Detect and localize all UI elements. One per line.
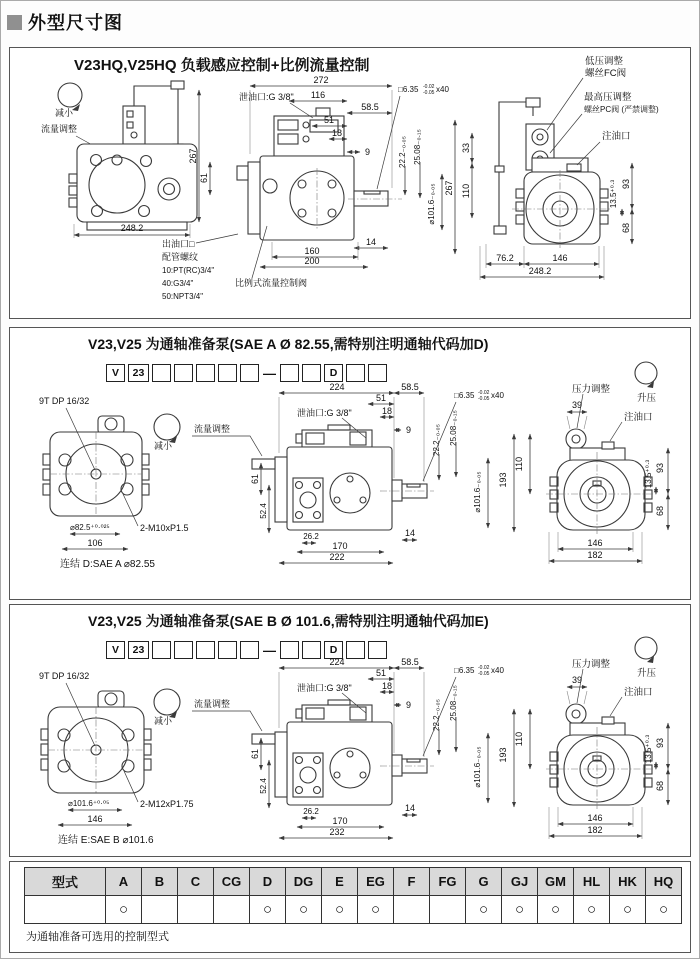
mark-cell: ○ (610, 896, 646, 924)
panel3-title: V23,V25 为通轴准备泵(SAE B Ø 101.6,需特别注明通轴代码加E) (88, 613, 489, 629)
label-fill-port: 注油口 (624, 687, 653, 698)
code-dash: — (263, 365, 276, 381)
col-header: F (394, 868, 430, 896)
dim-182: 182 (587, 825, 603, 835)
label-pc-valve-screw: 螺丝PC阀 (严禁调整) (584, 105, 659, 114)
label-fill-port: 注油口 (602, 131, 631, 142)
dim-224: 224 (329, 382, 345, 392)
dim-116: 116 (310, 90, 326, 100)
dim-68: 68 (621, 222, 631, 234)
dim-length: 232 (329, 827, 345, 837)
label-pressure-adjust: 压力调整 (572, 384, 611, 395)
panel2-title: V23,V25 为通轴准备泵(SAE A Ø 82.55,需特别注明通轴代码加D) (88, 336, 489, 352)
panel-v23hq-v25hq (9, 47, 691, 319)
dim-248-2-left: 248.2 (120, 223, 144, 233)
dim-key-tol-lo: -0.05 (423, 90, 435, 96)
mark-cell (214, 896, 250, 924)
label-thread-40: 40:G3/4" (162, 279, 194, 288)
section-bullet-square (7, 15, 22, 30)
dim-76-2: 76.2 (496, 253, 514, 263)
p3-left-pump-front-view (41, 691, 151, 793)
col-header: D (250, 868, 286, 896)
panel1-title: V23HQ,V25HQ 负载感应控制+比例流量控制 (74, 57, 370, 74)
dim-61: 61 (250, 748, 260, 760)
dim-26-2: 26.2 (303, 807, 319, 816)
dim-267-left: 267 (188, 148, 198, 164)
dim-93: 93 (655, 737, 665, 749)
col-header: E (322, 868, 358, 896)
dim-146: 146 (552, 253, 568, 263)
dim-14: 14 (404, 803, 416, 813)
col-header: B (142, 868, 178, 896)
dim-101-6: ⌀101.6₋₀.₀₅ (427, 183, 436, 225)
dim-170: 170 (332, 816, 348, 826)
label-bolt-spec: 2-M12xP1.75 (140, 799, 194, 809)
dim-182: 182 (587, 550, 603, 560)
label-flow-adjust: 流量调整 (194, 699, 231, 709)
dim-18: 18 (381, 681, 393, 691)
dim-93: 93 (655, 462, 665, 474)
dim-length: 222 (329, 552, 345, 562)
p1-right-pump-rear-view (494, 98, 610, 248)
label-proportional-valve: 比例式流量控制阀 (235, 278, 308, 288)
mark-cell (25, 896, 106, 924)
col-header-type: 型式 (25, 868, 106, 896)
label-connect-spec: 连结 D:SAE A ⌀82.55 (60, 559, 155, 570)
dim-key-tol-lo: -0.05 (478, 396, 490, 402)
dim-key-x40: x40 (491, 391, 504, 400)
mark-cell: ○ (106, 896, 142, 924)
label-thread-50: 50:NPT3/4" (162, 292, 204, 301)
p1-left-pump-front-view (58, 81, 197, 230)
label-pressure-adjust: 压力调整 (572, 659, 611, 670)
dim-61: 61 (199, 172, 209, 184)
code-box-d: D (324, 364, 343, 382)
col-header: GM (538, 868, 574, 896)
label-spline: 9T DP 16/32 (39, 671, 90, 681)
mark-cell (178, 896, 214, 924)
dim-18: 18 (381, 406, 393, 416)
col-header: HL (574, 868, 610, 896)
table-header-row (25, 868, 682, 896)
dim-13-5: 13.5⁺⁰·³ (609, 179, 618, 209)
label-outlet-port: 出油口□ (162, 239, 195, 249)
code-box: V (106, 364, 125, 382)
dim-58-5: 58.5 (401, 657, 419, 667)
col-header: GJ (502, 868, 538, 896)
col-header: A (106, 868, 142, 896)
dim-101-6: ⌀101.6₋₀.₀₅ (473, 746, 482, 788)
label-drain-port: 泄油口:G 3/8" (239, 92, 294, 102)
dim-39: 39 (571, 400, 583, 410)
dim-pilot-dia: ⌀101.6⁺⁰·⁰⁵ (68, 799, 110, 808)
p3-right-pump-rear-view (546, 704, 658, 811)
dim-26-2: 26.2 (303, 532, 319, 541)
page-title: 外型尺寸图 (28, 13, 123, 33)
mark-cell (394, 896, 430, 924)
dim-9: 9 (406, 425, 412, 435)
mark-cell: ○ (286, 896, 322, 924)
dim-22-2: 22.2₋₀.₀₅ (432, 699, 441, 731)
dim-39: 39 (571, 675, 583, 685)
label-decrease: 减小 (154, 441, 173, 451)
label-low-pressure-adjust: 低压调整 (585, 56, 624, 67)
dim-170: 170 (332, 541, 348, 551)
dim-68: 68 (655, 505, 665, 517)
dim-key-main: □6.35 (454, 666, 475, 675)
label-bolt-spec: 2-M10xP1.5 (140, 523, 189, 533)
label-pipe-thread: 配管螺纹 (162, 252, 199, 262)
dim-68: 68 (655, 780, 665, 792)
dim-267-right: 267 (444, 180, 454, 196)
mark-cell (142, 896, 178, 924)
dim-101-6: ⌀101.6₋₀.₀₅ (473, 471, 482, 513)
control-type-table (24, 867, 682, 924)
dim-33: 33 (461, 142, 471, 154)
mark-cell: ○ (502, 896, 538, 924)
col-header: G (466, 868, 502, 896)
dim-25-08: 25.08₋₀.₁₅ (449, 410, 458, 446)
dim-52-4: 52.4 (259, 503, 268, 519)
dim-key-main: □6.35 (454, 391, 475, 400)
dim-14: 14 (365, 237, 377, 247)
label-max-pressure-adjust: 最高压调整 (584, 92, 632, 103)
rotation-arrow-icon (647, 656, 654, 663)
mark-cell: ○ (250, 896, 286, 924)
dim-61: 61 (250, 473, 260, 485)
label-drain-port: 泄油口:G 3/8" (297, 408, 352, 418)
dim-9: 9 (406, 700, 412, 710)
dim-9: 9 (365, 147, 371, 157)
dim-200: 200 (304, 256, 320, 266)
dim-110: 110 (514, 731, 524, 747)
dim-key-tol-hi: -0.02 (478, 665, 490, 671)
mark-cell: ○ (322, 896, 358, 924)
panel1-drawing (10, 48, 690, 316)
label-connect-spec: 连结 E:SAE B ⌀101.6 (58, 835, 154, 846)
panel-sae-b (9, 604, 691, 857)
label-boost: 升压 (637, 668, 657, 679)
dim-110: 110 (461, 183, 471, 199)
label-drain-port: 泄油口:G 3/8" (297, 683, 352, 693)
code-box: 23 (128, 641, 149, 659)
dim-51: 51 (375, 393, 387, 403)
dim-22-2: 22.2₋₀.₀₅ (398, 136, 407, 168)
label-decrease: 减小 (154, 716, 173, 726)
col-header: HQ (646, 868, 682, 896)
dim-160: 160 (304, 246, 320, 256)
col-header: HK (610, 868, 646, 896)
dim-18: 18 (331, 128, 343, 138)
dim-key-x40: x40 (491, 666, 504, 675)
panel2-drawing (10, 328, 690, 597)
code-dash: — (263, 642, 276, 658)
p2-left-pump-front-view (43, 416, 149, 516)
panel3-drawing (10, 605, 690, 856)
p1-mid-pump-side-view (237, 108, 402, 240)
label-fill-port: 注油口 (624, 412, 653, 423)
col-header: FG (430, 868, 466, 896)
label-flow-adjust: 流量调整 (41, 124, 78, 134)
dim-key-main: □6.35 (398, 85, 419, 94)
page-header (7, 9, 123, 35)
code-box-d: D (324, 641, 343, 659)
dim-58-5: 58.5 (361, 102, 379, 112)
dim-52-4: 52.4 (259, 778, 268, 794)
col-header: CG (214, 868, 250, 896)
col-header: C (178, 868, 214, 896)
code-box: 23 (128, 364, 149, 382)
col-header: EG (358, 868, 394, 896)
dim-14: 14 (404, 528, 416, 538)
dim-mount-width: 146 (87, 814, 103, 824)
dim-key-x40: x40 (436, 85, 449, 94)
dim-25-08: 25.08₋₀.₁₅ (413, 129, 422, 165)
label-spline: 9T DP 16/32 (39, 396, 90, 406)
mark-cell: ○ (358, 896, 394, 924)
dim-51: 51 (375, 668, 387, 678)
col-header: DG (286, 868, 322, 896)
dim-51: 51 (323, 115, 335, 125)
mark-cell: ○ (466, 896, 502, 924)
label-flow-adjust: 流量调整 (194, 424, 231, 434)
dim-110: 110 (514, 456, 524, 472)
dim-pilot-dia: ⌀82.5⁺⁰·⁰²⁵ (70, 523, 110, 532)
code-box: V (106, 641, 125, 659)
dim-key-tol-hi: -0.02 (478, 390, 490, 396)
dim-272: 272 (313, 75, 329, 85)
mark-cell: ○ (574, 896, 610, 924)
dim-key-tol-lo: -0.05 (478, 671, 490, 677)
dim-13-5: 13.5⁺⁰·³ (644, 459, 653, 489)
dim-146: 146 (587, 538, 603, 548)
mark-cell: ○ (538, 896, 574, 924)
mark-cell (430, 896, 466, 924)
dim-22-2: 22.2₋₀.₀₅ (432, 424, 441, 456)
dim-25-08: 25.08₋₀.₁₅ (449, 685, 458, 721)
panel-control-types (9, 861, 691, 953)
dim-mount-width: 106 (87, 538, 103, 548)
dim-key-tol-hi: -0.02 (423, 84, 435, 90)
table-marks-row (25, 896, 682, 924)
label-boost: 升压 (637, 393, 657, 404)
mark-cell: ○ (646, 896, 682, 924)
dim-193: 193 (498, 472, 508, 488)
dim-146: 146 (587, 813, 603, 823)
label-thread-10: 10:PT(RC)3/4" (162, 266, 215, 275)
dim-224: 224 (329, 657, 345, 667)
rotation-arrow-icon (647, 381, 654, 388)
panel-sae-a (9, 327, 691, 600)
dim-248-2-right: 248.2 (528, 266, 552, 276)
label-decrease: 减小 (55, 108, 74, 118)
p2-right-pump-rear-view (546, 429, 658, 536)
table-footnote: 为通轴准备可选用的控制型式 (26, 931, 169, 943)
dim-193: 193 (498, 747, 508, 763)
dim-93: 93 (621, 178, 631, 190)
dim-58-5: 58.5 (401, 382, 419, 392)
dim-13-5: 13.5⁺⁰·³ (644, 734, 653, 764)
label-fc-valve-screw: 螺丝FC阀 (585, 68, 627, 79)
